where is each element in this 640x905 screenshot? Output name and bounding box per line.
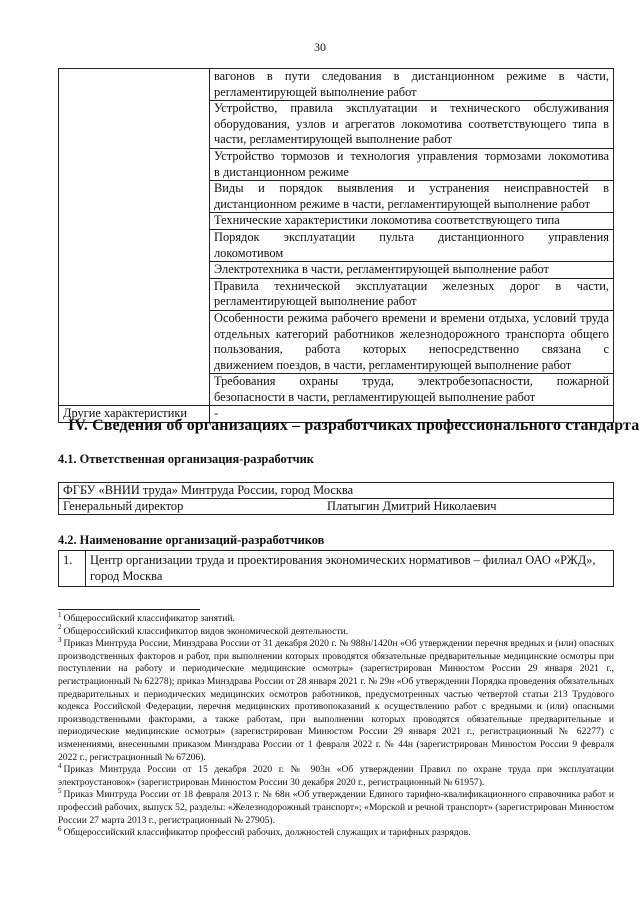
footnote-separator xyxy=(58,609,200,610)
section-title: IV. Сведения об организациях – разработчиках профессионального стандарта xyxy=(68,417,640,434)
knowledge-item: Электротехника в части, регламентирующей выполнение работ xyxy=(210,262,614,279)
subsection-title-responsible: 4.1. Ответственная организация-разработчик xyxy=(58,452,314,466)
page-number: 30 xyxy=(314,40,326,54)
knowledge-item: Правила технической эксплуатации железных дорог в части, регламентирующей выполнение работ xyxy=(210,278,614,310)
empty-label-cell xyxy=(59,69,210,406)
knowledge-item: Виды и порядок выявления и устранения неисправностей в дистанционном режиме в части, регламентирующей выполнение работ xyxy=(210,181,614,213)
table-row xyxy=(59,69,614,101)
knowledge-item: Технические характеристики локомотива соответствующего типа xyxy=(210,213,614,230)
other-characteristics-value: - xyxy=(210,406,614,423)
director-label: Генеральный директор xyxy=(63,499,184,513)
skills-knowledge-table xyxy=(58,68,614,423)
footnote: $^5$ Приказ Минтруда России от 18 февраля 2013 г. № 68н «Об утверждении Единого тарифно-квалификационного справочника работ и профессий рабочих, выпуск 52, разделы: «Железнодорожный транспорт»; «Морской и речной транспорт» (зарегистрирован Минюстом России 27 марта 2013 г., регистрационный № 27905). xyxy=(58,787,614,826)
knowledge-item: Устройство, правила эксплуатации и технического обслуживания оборудования, узлов и агрегатов локомотива соответствующего типа в части, регламентирующей выполнение работ xyxy=(210,101,614,149)
responsible-organization-box xyxy=(58,482,614,515)
organization-name: ФГБУ «ВНИИ труда» Минтруда России, город Москва xyxy=(58,482,614,499)
footnote: $^2$ Общероссийский классификатор видов экономической деятельности. xyxy=(58,623,349,637)
developers-table xyxy=(58,550,614,587)
footnote: $^4$ Приказ Минтруда России от 15 декабря 2020 г. № 903н «Об утверждении Правил по охране труда при эксплуатации электроустановок» (зарегистрирован Минюстом России 30 декабря 2020 г., регистрационный № 61957). xyxy=(58,761,614,788)
knowledge-item: вагонов в пути следования в дистанционном режиме в части, регламентирующей выполнение работ xyxy=(210,69,614,101)
table-row xyxy=(59,551,614,587)
developer-number: 1. xyxy=(59,551,86,587)
knowledge-item: Порядок эксплуатации пульта дистанционного управления локомотивом xyxy=(210,229,614,261)
footnote: $^3$ Приказ Минтруда России, Минздрава России от 31 декабря 2020 г. № 988н/1420н «Об утверждении перечня вредных и (или) опасных производственных факторов и работ, при выполнении которых проводятся обязательные предварительные медицинские осмотры при поступлении на работу и периодические медицинские осмотры» (зарегистрирован Минюстом России 29 января 2021 г., регистрационный № 62278); приказ Минздрава России от 28 января 2021 г. № 29н «Об утверждении Порядка проведения обязательных предварительных и периодических медицинских осмотров работников, предусмотренных частью четвертой статьи 213 Трудового кодекса Российской Федерации, перечня медицинских противопоказаний к осуществлению работ с вредными и (или) опасными производственными факторами, а также работам, при выполнении которых проводятся обязательные предварительные и периодические медицинские осмотры» (зарегистрирован Минюстом России 29 января 2021 г., регистрационный № 62277) с изменениями, внесенными приказом Минздрава России от 1 февраля 2022 г. № 44н (зарегистрирован Минюстом России 9 февраля 2022 г., регистрационный № 67206). xyxy=(58,636,614,763)
footnote: $^6$ Общероссийский классификатор профессий рабочих, должностей служащих и тарифных разрядов. xyxy=(58,824,471,839)
footnotes xyxy=(58,610,614,840)
director-name: Платыгин Дмитрий Николаевич xyxy=(327,499,497,513)
knowledge-item: Требования охраны труда, электробезопасности, пожарной безопасности в части, регламентирующей выполнение работ xyxy=(210,374,614,406)
subsection-title-developers: 4.2. Наименование организаций-разработчиков xyxy=(58,533,325,547)
knowledge-item: Устройство тормозов и технология управления тормозами локомотива в дистанционном режиме xyxy=(210,148,614,180)
director-row xyxy=(58,499,614,515)
developer-name: Центр организации труда и проектирования экономических нормативов – филиал ОАО «РЖД», город Москва xyxy=(86,551,614,587)
knowledge-item: Особенности режима рабочего времени и времени отдыха, условий труда отдельных категорий работников железнодорожного транспорта общего пользования, работа которых непосредственно связана с движением поездов, в части, регламентирующей выполнение работ xyxy=(210,310,614,373)
footnote: $^1$ Общероссийский классификатор занятий. xyxy=(58,610,235,624)
other-characteristics-label: Другие характеристики xyxy=(59,406,210,423)
